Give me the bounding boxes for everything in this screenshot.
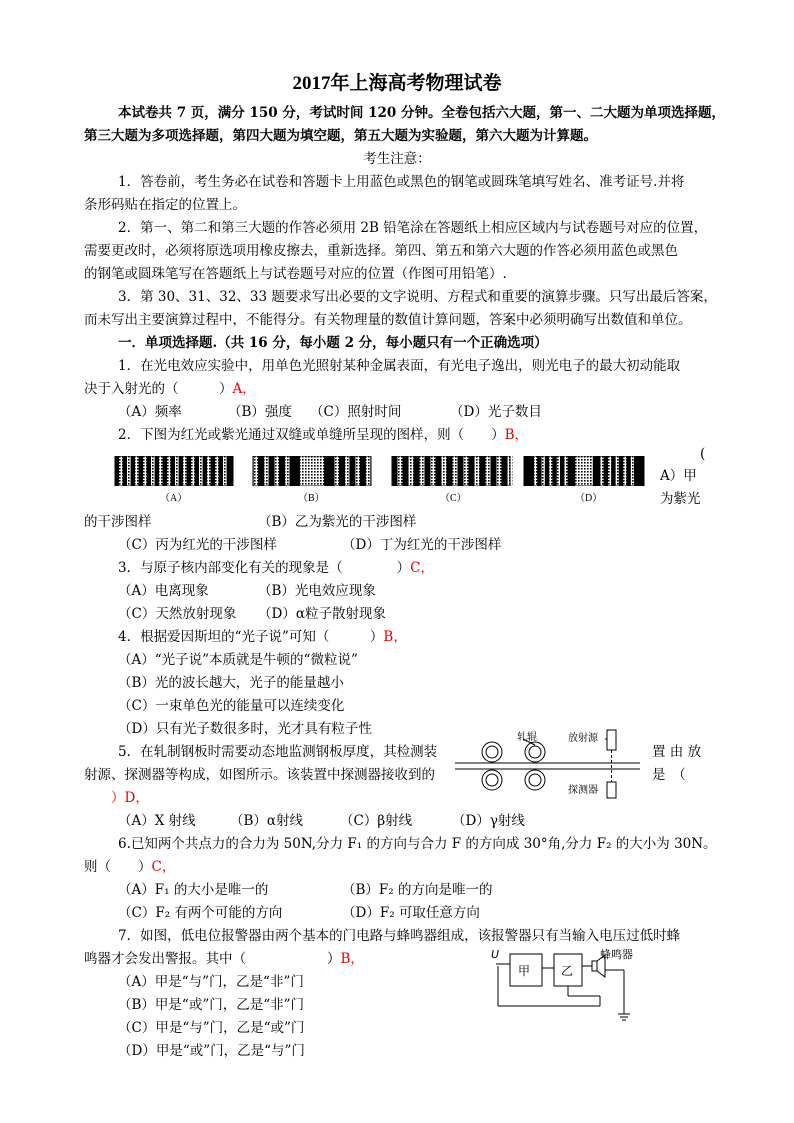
q2-option-a-tail: 的干涉图样 bbox=[84, 514, 152, 530]
q2-option-a-right-2: 为紫光 bbox=[660, 491, 701, 507]
q1-answer: A， bbox=[232, 381, 256, 397]
fringe-stripe bbox=[167, 456, 171, 486]
fringe-stripe bbox=[127, 456, 131, 486]
fringe-stripe bbox=[355, 456, 359, 486]
fringe-stripe bbox=[475, 456, 480, 486]
q3-stem bbox=[118, 559, 434, 577]
fringe-stripe bbox=[335, 456, 339, 486]
fringe-stripe bbox=[119, 456, 123, 486]
fringe-stripe bbox=[159, 456, 163, 486]
q7-option-a: （A）甲是“与”门，乙是“非”门 bbox=[118, 974, 304, 990]
q3-stem-text: 3．与原子核内部变化有关的现象是（ ） bbox=[118, 560, 411, 576]
q3-option-b: （B）光电效应现象 bbox=[258, 583, 376, 599]
fringe-stripe bbox=[420, 456, 425, 486]
fringe-stripe bbox=[549, 456, 552, 486]
q1-option-d: （D）光子数目 bbox=[450, 404, 542, 420]
pattern-a bbox=[115, 456, 233, 486]
q5-stem-1-right: 置 由 放 bbox=[652, 744, 702, 760]
q4-option-b: （B）光的波长越大，光子的能量越小 bbox=[118, 675, 344, 691]
q2-option-c: （C）丙为红光的干涉图样 bbox=[118, 537, 277, 553]
fringe-stripe bbox=[557, 456, 560, 486]
fringe-stripe bbox=[345, 456, 349, 486]
section-1-heading: 一．单项选择题.（共 16 分，每小题 2 分，每小题只有一个正确选项） bbox=[118, 335, 548, 351]
fringe-stripe bbox=[366, 456, 370, 486]
fringe-stripe bbox=[442, 456, 447, 486]
q2-stem-text: 2．下图为红光或紫光通过双缝或单缝所呈现的图样，则（ ） bbox=[118, 427, 505, 443]
fringe-stripe bbox=[623, 456, 626, 486]
q5-stem-2-right: 是 （ bbox=[652, 767, 686, 783]
q2-option-b: （B）乙为紫光的干涉图样 bbox=[258, 514, 417, 530]
notice-2c: 的钢笔或圆珠笔写在答题纸上与试卷题号对应的位置（作图可用铅笔）. bbox=[84, 266, 507, 282]
intro-line-1: 本试卷共 7 页，满分 150 分，考试时间 120 分钟。全卷包括六大题，第一、二大题为单项选择题， bbox=[118, 105, 725, 121]
q6-stem-text: 则（ ） bbox=[84, 859, 152, 875]
q2-caption-d: （D） bbox=[575, 493, 603, 504]
fringe-stripe bbox=[207, 456, 211, 486]
q7-answer: B， bbox=[340, 951, 364, 967]
fringe-stripe bbox=[143, 456, 147, 486]
notice-2b: 需要更改时，必须将原选项用橡皮擦去，重新选择。第四、第五和第六大题的作答必须用蓝色或黑色 bbox=[84, 243, 678, 259]
q6-stem-1: 6.已知两个共点力的合力为 50N,分力 F₁ 的方向与合力 F 的方向成 30°角,分力 F₂ 的大小为 30N。 bbox=[118, 836, 717, 852]
fringe-stripe bbox=[300, 456, 324, 486]
fringe-stripe bbox=[464, 456, 469, 486]
q6-option-b: （B）F₂ 的方向是唯一的 bbox=[342, 882, 493, 898]
q6-answer: C， bbox=[151, 859, 176, 875]
q5-rolling-mill-diagram bbox=[455, 727, 645, 803]
intro-line-2: 第三大题为多项选择题，第四大题为填空题，第五大题为实验题，第六大题为计算题。 bbox=[84, 128, 597, 144]
notice-heading: 考生注意： bbox=[363, 151, 431, 167]
q2-paren: ( bbox=[700, 446, 706, 462]
q5-label-source: 放射源 bbox=[568, 733, 598, 744]
q5-stem-2: 射源、探测器等构成，如图所示。该装置中探测器接收到的 bbox=[84, 767, 435, 783]
fringe-stripe bbox=[398, 456, 403, 486]
fringe-stripe bbox=[285, 456, 289, 486]
pattern-b bbox=[253, 456, 371, 486]
q5-option-d: （D）γ射线 bbox=[452, 813, 525, 829]
q2-stem bbox=[118, 426, 528, 444]
q2-answer: B， bbox=[504, 427, 529, 443]
q4-stem bbox=[118, 628, 407, 646]
fringe-stripe bbox=[564, 456, 567, 486]
fringe-stripe bbox=[600, 456, 603, 486]
q7-option-c: （C）甲是“与”门，乙是“或”门 bbox=[118, 1020, 305, 1036]
q6-option-d: （D）F₂ 可取任意方向 bbox=[342, 905, 480, 921]
q7-stem-2 bbox=[84, 950, 364, 968]
fringe-stripe bbox=[497, 456, 502, 486]
q3-option-c: （C）天然放射现象 bbox=[118, 606, 237, 622]
fringe-stripe bbox=[175, 456, 179, 486]
fringe-stripe bbox=[534, 456, 537, 486]
fringe-stripe bbox=[616, 456, 619, 486]
pattern-d bbox=[524, 456, 644, 486]
q4-option-c: （C）一束单色光的能量可以连续变化 bbox=[118, 698, 345, 714]
q3-answer: C， bbox=[410, 560, 434, 576]
notice-3b: 而未写出主要演算过程中，不能得分。有关物理量的数值计算问题，答案中必须明确写出数值和单位。 bbox=[84, 312, 692, 328]
q7-label-jia: 甲 bbox=[518, 964, 531, 978]
fringe-stripe bbox=[409, 456, 414, 486]
q2-caption-a: （A） bbox=[160, 493, 188, 504]
q2-option-a-right-1: A）甲 bbox=[660, 468, 697, 484]
q1-stem-text: 决于入射光的（ ） bbox=[84, 381, 233, 397]
q1-option-c: （C）照射时间 bbox=[310, 404, 402, 420]
fringe-stripe bbox=[191, 456, 195, 486]
q5-label-detector: 探测器 bbox=[568, 785, 598, 796]
fringe-stripe bbox=[199, 456, 203, 486]
fringe-stripe bbox=[264, 456, 268, 486]
q5-label-roll: 轧辊 bbox=[517, 732, 537, 743]
q3-option-d: （D）α粒子散射现象 bbox=[258, 606, 386, 622]
q4-option-a: （A）“光子说”本质就是牛顿的“微粒说” bbox=[118, 652, 358, 668]
q7-label-u: U bbox=[491, 948, 500, 961]
q7-alarm-circuit-diagram bbox=[488, 944, 658, 1024]
fringe-stripe bbox=[453, 456, 458, 486]
fringe-stripe bbox=[254, 456, 258, 486]
q7-label-yi: 乙 bbox=[561, 964, 574, 978]
q6-option-a: （A）F₁ 的大小是唯一的 bbox=[118, 882, 269, 898]
page-title: 2017年上海高考物理试卷 bbox=[292, 73, 502, 94]
fringe-stripe bbox=[275, 456, 279, 486]
fringe-stripe bbox=[431, 456, 436, 486]
q2-caption-c: （C） bbox=[440, 493, 467, 504]
q6-stem-2 bbox=[84, 858, 175, 876]
notice-3a: 3．第 30、31、32、33 题要求写出必要的文字说明、方程式和重要的演算步骤。只写出最后答案， bbox=[118, 289, 717, 305]
fringe-stripe bbox=[183, 456, 187, 486]
q7-stem-1: 7．如图，低电位报警器由两个基本的门电路与蜂鸣器组成，该报警器只有当输入电压过低时蜂 bbox=[118, 928, 681, 944]
q2-caption-b: （B） bbox=[298, 493, 325, 504]
q7-option-d: （D）甲是“或”门，乙是“与”门 bbox=[118, 1043, 305, 1059]
q1-stem-2 bbox=[84, 380, 256, 398]
fringe-stripe bbox=[135, 456, 139, 486]
fringe-stripe bbox=[631, 456, 634, 486]
fringe-stripe bbox=[151, 456, 155, 486]
q4-stem-text: 4．根据爱因斯坦的“光子说”可知（ ） bbox=[118, 629, 384, 645]
fringe-stripe bbox=[575, 456, 593, 486]
q7-label-buzzer: 蜂鸣器 bbox=[600, 948, 633, 961]
q5-option-c: （C）β射线 bbox=[340, 813, 413, 829]
q7-option-b: （B）甲是“或”门，乙是“非”门 bbox=[118, 997, 305, 1013]
pattern-c bbox=[392, 456, 512, 486]
q1-option-a: （A）频率 bbox=[118, 404, 182, 420]
q1-stem-1: 1．在光电效应实验中，用单色光照射某种金属表面，有光电子逸出，则光电子的最大初动能取 bbox=[118, 358, 681, 374]
q4-answer: B， bbox=[383, 629, 407, 645]
q6-option-c: （C）F₂ 有两个可能的方向 bbox=[118, 905, 283, 921]
q5-stem-1: 5．在轧制钢板时需要动态地监测钢板厚度，其检测装 bbox=[118, 744, 438, 760]
q2-option-d: （D）丁为红光的干涉图样 bbox=[342, 537, 502, 553]
notice-1b: 条形码贴在指定的位置上。 bbox=[84, 197, 246, 213]
q5-answer: ）D， bbox=[84, 790, 149, 806]
q5-option-a: （A）X 射线 bbox=[118, 813, 196, 829]
fringe-stripe bbox=[542, 456, 545, 486]
q7-stem-text: 鸣器才会发出警报。其中（ ） bbox=[84, 951, 341, 967]
notice-2a: 2．第一、第二和第三大题的作答必须用 2B 铅笔涂在答题纸上相应区域内与试卷题号对应的位置， bbox=[118, 220, 708, 236]
fringe-stripe bbox=[215, 456, 219, 486]
q2-interference-patterns bbox=[110, 456, 650, 486]
fringe-stripe bbox=[608, 456, 611, 486]
q4-option-d: （D）只有光子数很多时，光才具有粒子性 bbox=[118, 721, 372, 737]
q3-option-a: （A）电离现象 bbox=[118, 583, 209, 599]
fringe-stripe bbox=[223, 456, 227, 486]
fringe-stripe bbox=[486, 456, 491, 486]
q1-option-b: （B）强度 bbox=[228, 404, 292, 420]
q5-option-b: （B）α射线 bbox=[230, 813, 304, 829]
notice-1a: 1．答卷前，考生务必在试卷和答题卡上用蓝色或黑色的钢笔或圆珠笔填写姓名、准考证号.并将 bbox=[118, 174, 685, 190]
